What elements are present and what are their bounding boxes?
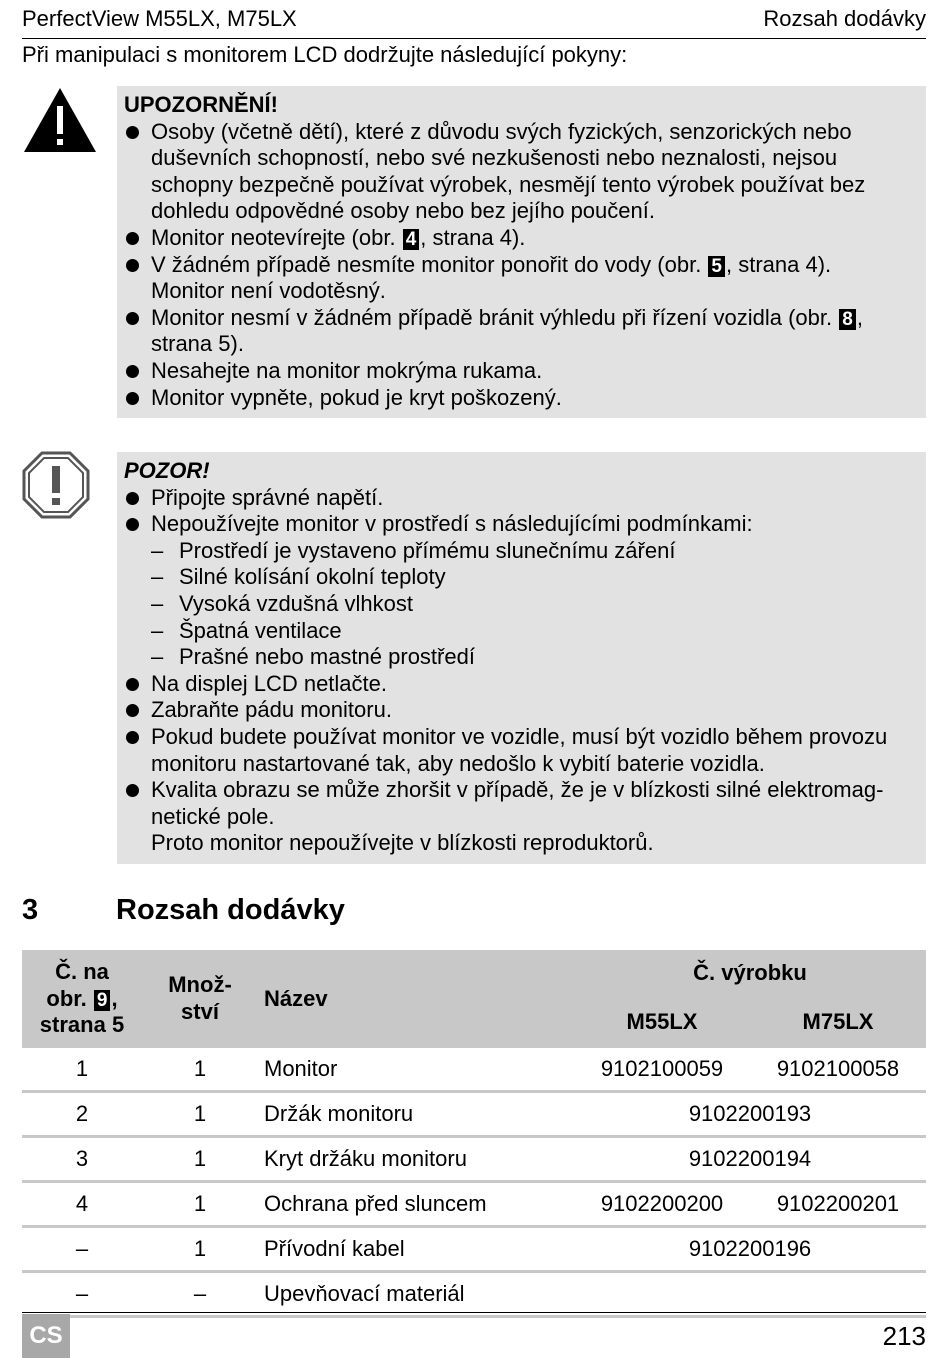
caution-title: POZOR! (124, 458, 210, 483)
scope-of-delivery-table (22, 950, 926, 1318)
header-m75lx: M75LX (750, 996, 926, 1048)
table-row: 1 1 Monitor 9102100059 9102100058 (22, 1048, 926, 1092)
table-row: 4 1 Ochrana před sluncem 9102200200 9102200201 (22, 1182, 926, 1227)
caution-octagon-icon (22, 451, 90, 519)
warning-triangle-icon (22, 86, 98, 154)
list-item: Nesahejte na monitor mokrýma rukama. (124, 358, 916, 385)
list-item: Osoby (včetně dětí), které z důvodu svých fyzických, senzorických nebo duševních schopností, nebo své nezkušenosti nebo neznalosti, nejsou schopny bezpečně používat výrobek, nesmějí tento výrobek používat bez dohledu odpovědné osoby nebo bez jejího poučení. (124, 119, 916, 225)
header-position: Č. na obr. 9 , strana 5 (22, 950, 142, 1048)
list-item: Kvalita obrazu se může zhoršit v případě, že je v blízkosti silné elektromag-netické pole. (124, 777, 916, 830)
language-badge: CS (22, 1314, 70, 1358)
sub-list-item: – Silné kolísání okolní teploty (124, 564, 916, 591)
sub-list-item: – Špatná ventilace (124, 618, 916, 645)
table-row: – – Upevňovací materiál (22, 1272, 926, 1317)
intro-text: Při manipulaci s monitorem LCD dodržujte následující pokyny: (22, 42, 628, 67)
page-number: 213 (882, 1321, 926, 1351)
list-item: Monitor nesmí v žádném případě bránit výhledu při řízení vozidla (obr. 8 , strana 5). (124, 305, 916, 358)
list-item: Monitor vypněte, pokud je kryt poškozený. (124, 385, 916, 412)
warning-box (117, 86, 926, 418)
continuation-text: Proto monitor nepoužívejte v blízkosti reproduktorů. (151, 830, 654, 856)
page-footer (22, 1312, 926, 1357)
section-heading (22, 894, 345, 927)
list-item: Monitor neotevírejte (obr. 4 , strana 4). (124, 225, 916, 252)
header-quantity: Množ- ství (142, 950, 258, 1048)
figure-ref: 4 (403, 229, 420, 250)
table-row: 3 1 Kryt držáku monitoru 9102200194 (22, 1137, 926, 1182)
table-row: 2 1 Držák monitoru 9102200193 (22, 1092, 926, 1137)
section-title: Rozsah dodávky (116, 894, 345, 926)
section-number: 3 (22, 894, 39, 926)
list-item: Zabraňte pádu monitoru. (124, 697, 916, 724)
caution-box (117, 452, 926, 864)
list-item: V žádném případě nesmíte monitor ponořit do vody (obr. 5 , strana 4). Monitor není vodotěsný. (124, 252, 916, 305)
sub-list-item: – Vysoká vzdušná vlhkost (124, 591, 916, 618)
list-item: Pokud budete používat monitor ve vozidle, musí být vozidlo během provozu monitoru nastartované tak, aby nedošlo k vybití baterie vozidla. (124, 724, 916, 777)
page-header (22, 6, 926, 39)
header-chapter: Rozsah dodávky (763, 6, 926, 31)
header-product: PerfectView M55LX, M75LX (22, 6, 297, 31)
list-item: Nepoužívejte monitor v prostředí s následujícími podmínkami: (124, 511, 916, 538)
table-row: – 1 Přívodní kabel 9102200196 (22, 1227, 926, 1272)
header-product-number: Č. výrobku (574, 950, 926, 996)
list-item: Připojte správné napětí. (124, 485, 916, 512)
figure-ref: 9 (94, 990, 111, 1011)
warning-title: UPOZORNĚNÍ! (124, 92, 278, 117)
header-m55lx: M55LX (574, 996, 750, 1048)
list-item: Na displej LCD netlačte. (124, 671, 916, 698)
sub-list-item: – Prašné nebo mastné prostředí (124, 644, 916, 671)
figure-ref: 5 (708, 256, 725, 277)
sub-list-item: – Prostředí je vystaveno přímému slunečnímu záření (124, 538, 916, 565)
figure-ref: 8 (839, 309, 856, 330)
header-name: Název (258, 950, 574, 1048)
